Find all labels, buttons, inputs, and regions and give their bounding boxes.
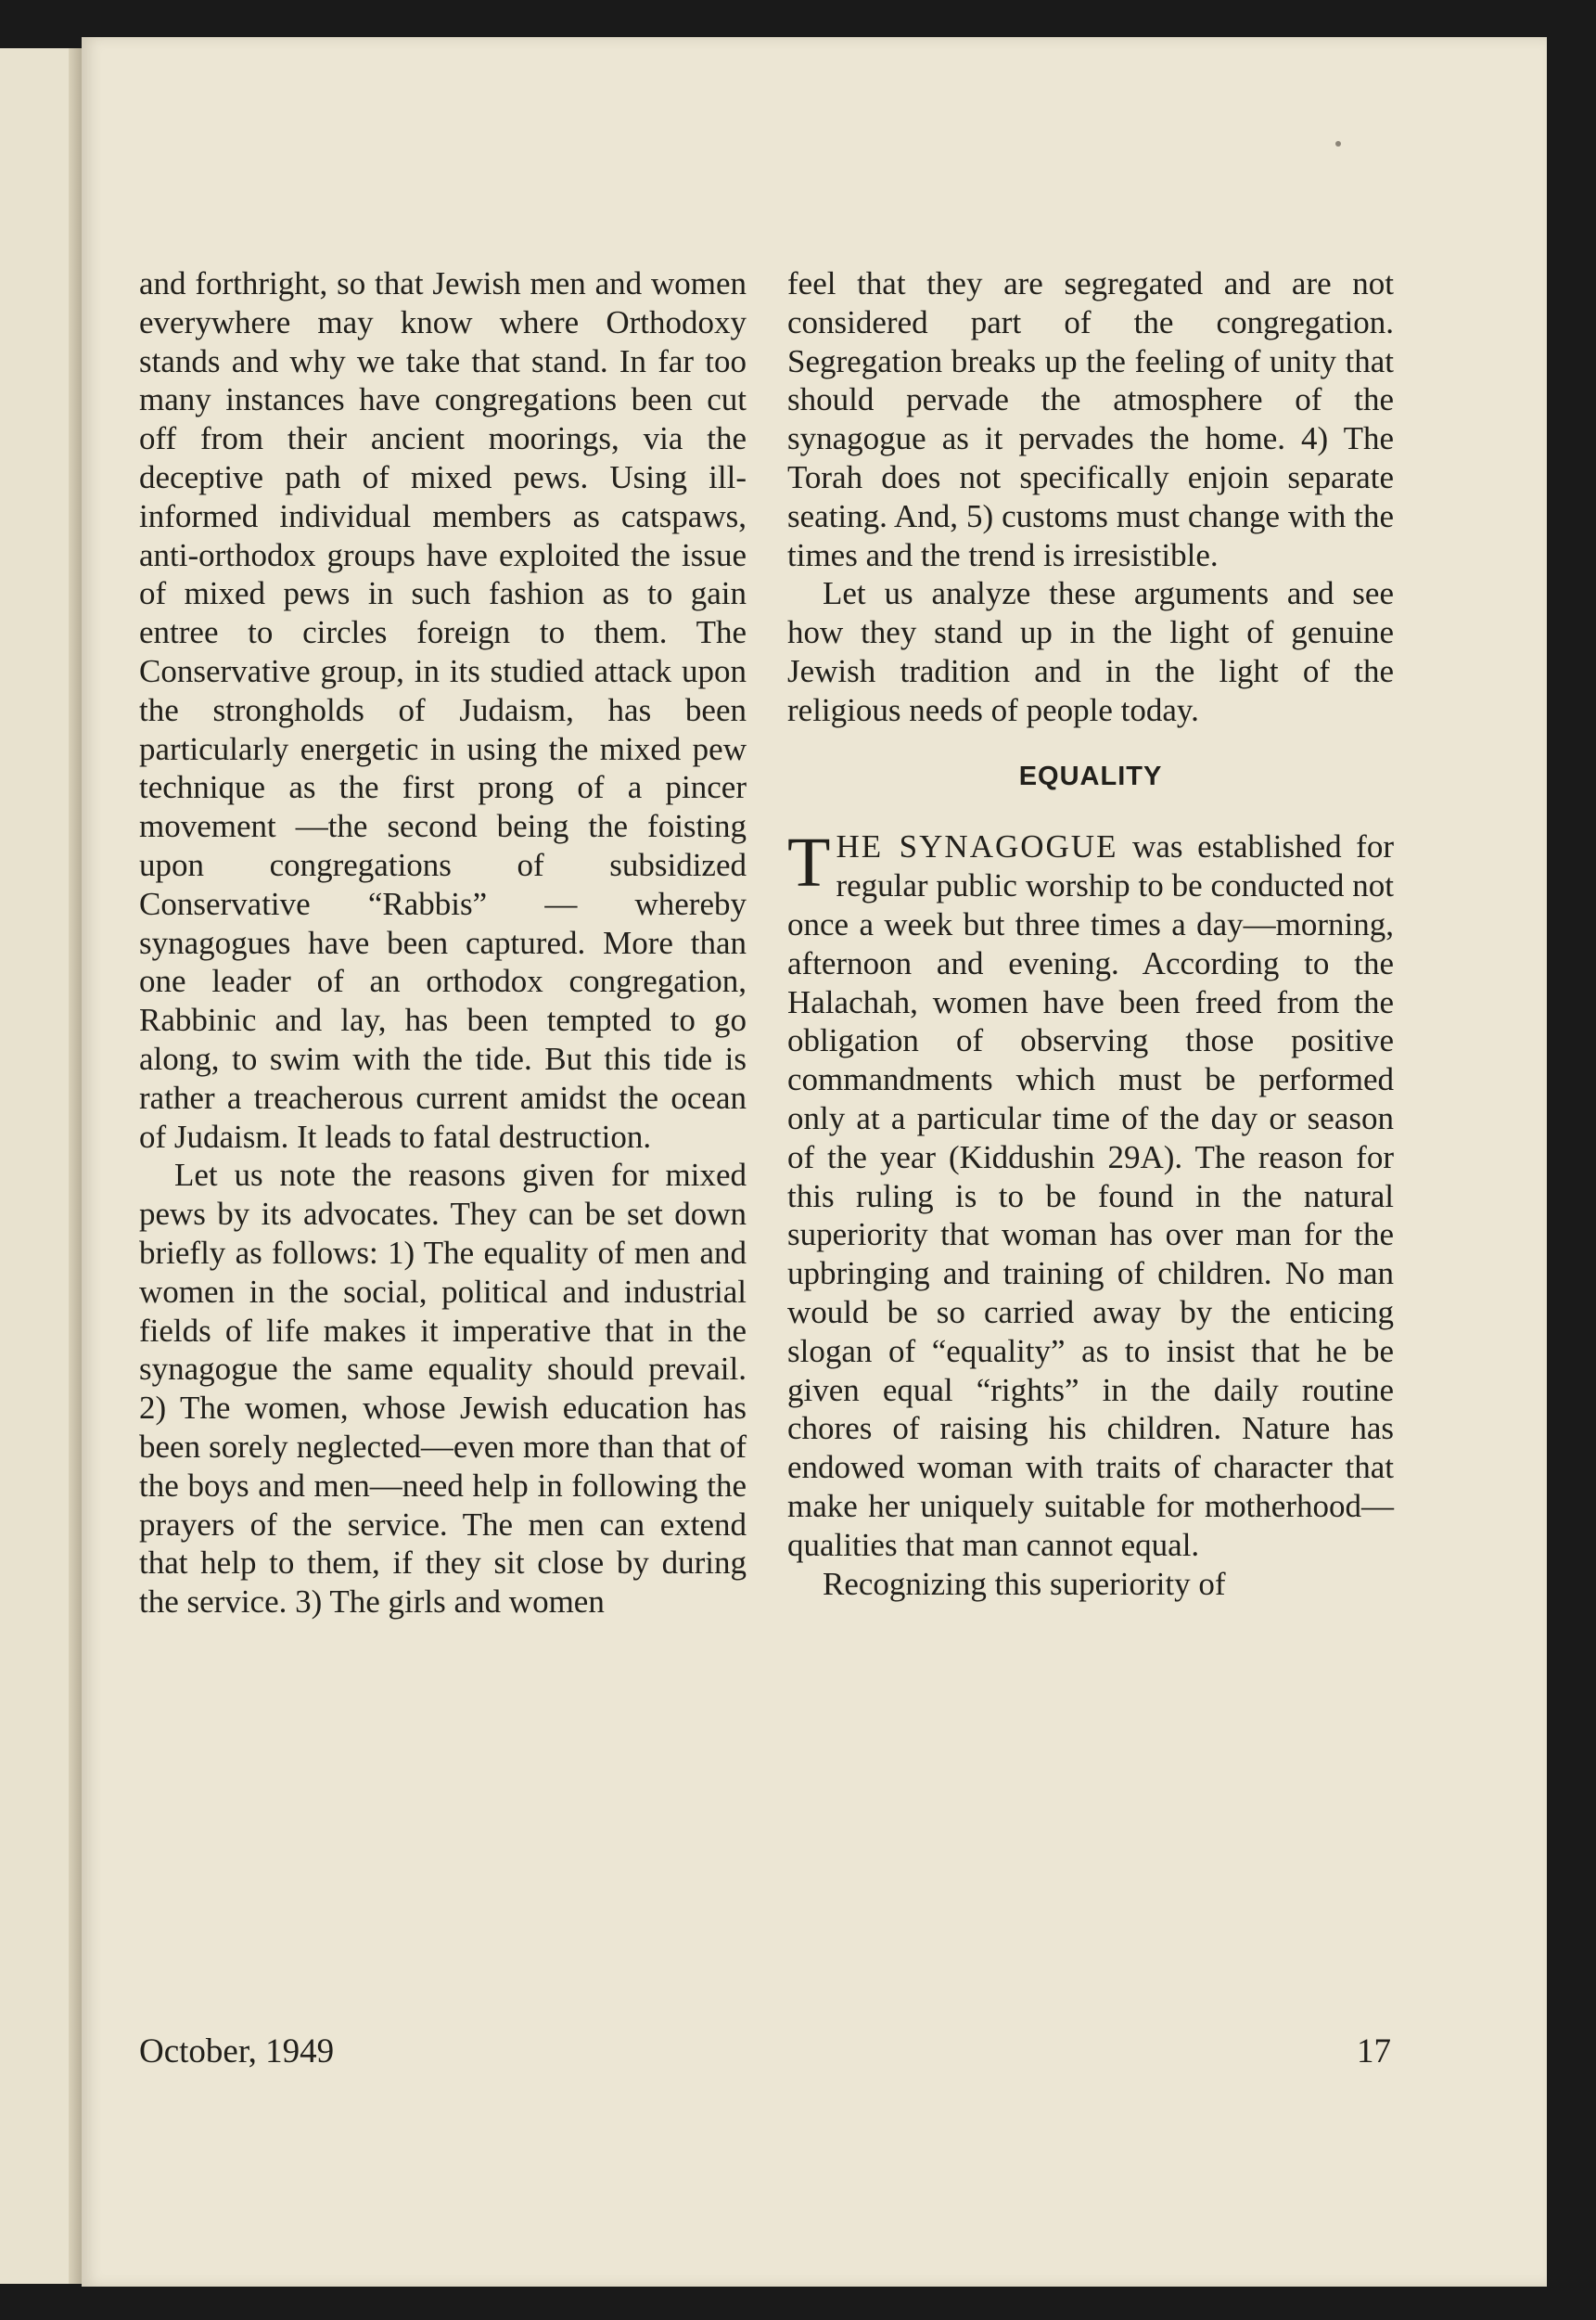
footer-date: October, 1949 xyxy=(139,2032,335,2070)
right-paragraph-1: feel that they are segregated and are not considered part of the congregation. Segregation breaks up the feeling of unity that should pervade the atmosphere of the synagogue as it pervades the home. 4) The Torah does not specifically enjoin separate seating. And, 5) customs must change with the times and the trend is irresistible. xyxy=(787,265,1394,573)
lead-in-caps: HE SYNAGOGUE xyxy=(836,828,1118,865)
right-paragraph-3-text: was established for regular public worship to be conducted not once a week but three times a day—morning, afternoon and evening. According to the Halachah, women have been freed from the obligation of observing those positive commandments which must be performed only at a particular time of the day or season of the year (Kiddushin 29A). The reason for this ruling is to be found in the natural superiority that woman has over man for the upbringing and training of children. No man would be so carried away by the enticing slogan of “equality” as to insist that he be given equal “rights” in the daily routine chores of raising his children. Nature has endowed woman with traits of character that make her uniquely suitable for motherhood—qualities that man cannot equal. xyxy=(787,828,1394,1563)
left-paragraph-1: and forthright, so that Jewish men and women everywhere may know where Orthodoxy stands and why we take that stand. In far too many instances have congregations been cut off from their ancient moorings, via the deceptive path of mixed pews. Using ill-informed individual members as catspaws, anti-orthodox groups have exploited the issue of mixed pews in such fashion as to gain entree to circles foreign to them. The Conservative group, in its studied attack upon the strongholds of Judaism, has been particularly energetic in using the mixed pew technique as the first prong of a pincer movement —the second being the foisting upon congregations of subsidized Conservative “Rabbis” — whereby synagogues have been captured. More than one leader of an orthodox congregation, Rabbinic and lay, has been tempted to go along, to swim with the tide. But this tide is rather a treacherous current amidst the ocean of Judaism. It leads to fatal destruction. xyxy=(139,265,747,1155)
left-column xyxy=(139,264,747,1621)
right-paragraph-2: Let us analyze these arguments and see how they stand up in the light of genuine Jewish tradition and in the light of the religious needs of people today. xyxy=(787,575,1394,728)
right-column xyxy=(787,264,1394,1603)
section-heading-equality: EQUALITY xyxy=(1018,761,1163,791)
paper-speck xyxy=(1335,141,1341,147)
previous-page-edge xyxy=(0,48,82,2284)
drop-cap: T xyxy=(787,824,831,903)
left-paragraph-2: Let us note the reasons given for mixed pews by its advocates. They can be set down briefly as follows: 1) The equality of men and women in the social, political and industrial fields of life makes it imperative that in the synagogue the same equality should prevail. 2) The women, whose Jewish education has been sorely neglected—even more than that of the boys and men—need help in following the prayers of the service. The men can extend that help to them, if they sit close by during the service. 3) The girls and women xyxy=(139,1157,747,1621)
gutter-shadow xyxy=(69,48,82,2284)
right-paragraph-3 xyxy=(787,824,1394,1564)
right-paragraph-4: Recognizing this superiority of xyxy=(823,1565,1226,1602)
magazine-page xyxy=(82,37,1547,2287)
page-number: 17 xyxy=(1357,2032,1391,2070)
